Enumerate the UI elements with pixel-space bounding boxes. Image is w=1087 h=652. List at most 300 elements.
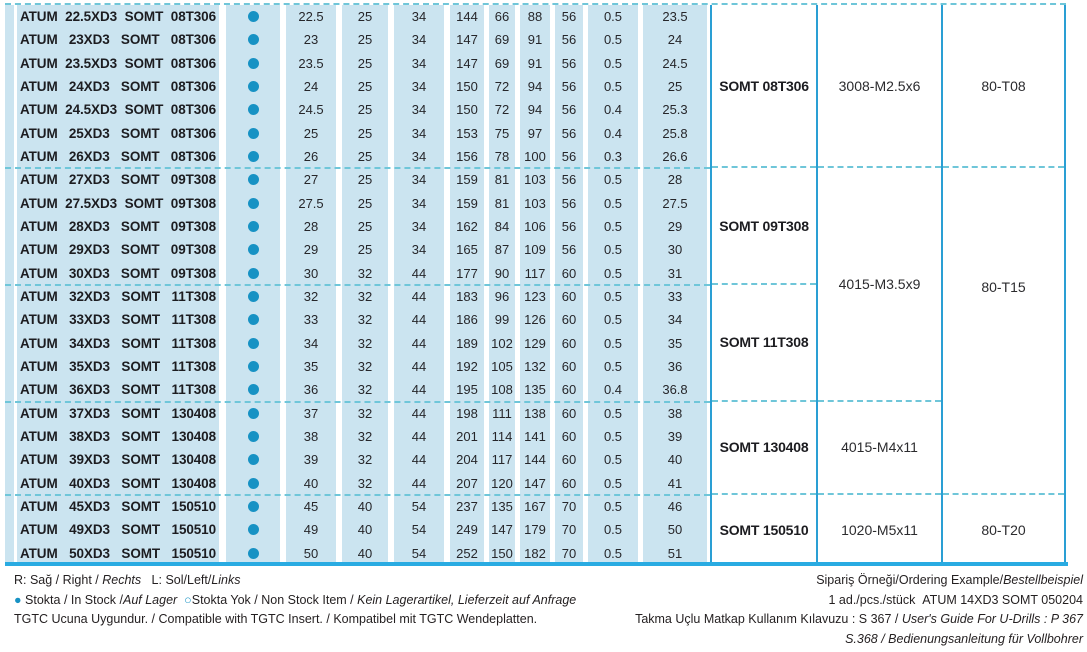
users-guide-line [635, 610, 1083, 630]
value-cell: 69 [494, 55, 510, 71]
value-cell: 60 [561, 312, 577, 328]
value-cell: 44 [411, 452, 427, 468]
row-designation: ATUM 32XD3 SOMT 11T308 [20, 289, 216, 305]
value-cell: 34 [411, 55, 427, 71]
stock-cell [226, 75, 280, 98]
value-cell: 0.5 [603, 32, 623, 48]
footer-text: Rechts [102, 573, 142, 587]
value-cell: 25 [357, 55, 373, 71]
value-cell: 24.5 [298, 102, 324, 118]
stock-cell [226, 5, 280, 28]
value-cell: 0.5 [603, 265, 623, 281]
value-cell: 56 [561, 55, 577, 71]
value-cell: 72 [494, 79, 510, 95]
block-divider [5, 284, 710, 286]
value-cell: 40 [357, 499, 373, 515]
value-cell: 50 [303, 545, 319, 561]
row-designation-cell [17, 518, 219, 541]
stock-cell [226, 332, 280, 355]
value-cell: 147 [456, 55, 478, 71]
value-cell: 54 [411, 522, 427, 538]
row-designation-cell [17, 75, 219, 98]
value-cell: 46 [667, 499, 683, 515]
value-cell: 0.5 [603, 55, 623, 71]
insert-code: SOMT 08T306 [712, 5, 816, 168]
row-designation: ATUM 24XD3 SOMT 08T306 [20, 79, 216, 95]
value-cell: 60 [561, 429, 577, 445]
value-cell: 32 [357, 382, 373, 398]
value-cell: 56 [561, 149, 577, 165]
key-code: 80-T20 [981, 521, 1026, 538]
value-cell: 25 [357, 79, 373, 95]
row-designation: ATUM 23.5XD3 SOMT 08T306 [20, 55, 216, 71]
value-cell: 99 [494, 312, 510, 328]
value-cell: 36 [303, 382, 319, 398]
value-cell: 60 [561, 335, 577, 351]
in-stock-dot-icon [248, 501, 259, 512]
value-cell: 237 [456, 499, 478, 515]
value-cell: 44 [411, 475, 427, 491]
value-cell: 0.4 [603, 102, 623, 118]
value-cell: 51 [667, 545, 683, 561]
footer-text: Stokta Yok / Non Stock Item / [191, 592, 358, 607]
block-divider [5, 401, 710, 403]
value-cell: 56 [561, 9, 577, 25]
row-designation-cell [17, 332, 219, 355]
value-cell: 147 [491, 522, 513, 538]
screw-code: 4015-M3.5x9 [818, 168, 941, 401]
footer-text: Sipariş Örneği/Ordering Example/ [816, 573, 1004, 587]
value-cell: 0.5 [603, 429, 623, 445]
value-cell: 195 [456, 382, 478, 398]
value-cell: 27 [303, 172, 319, 188]
value-cell: 182 [524, 545, 546, 561]
insert-code: SOMT 09T308 [712, 168, 816, 285]
value-cell: 34 [411, 195, 427, 211]
value-cell: 189 [456, 335, 478, 351]
in-stock-dot-icon [248, 454, 259, 465]
row-designation-cell [17, 5, 219, 28]
value-cell: 0.5 [603, 545, 623, 561]
value-cell: 0.5 [603, 79, 623, 95]
value-cell: 75 [494, 125, 510, 141]
value-cell: 97 [527, 125, 543, 141]
row-designation-cell [17, 145, 219, 168]
users-guide-line-de [635, 630, 1083, 650]
value-cell: 44 [411, 335, 427, 351]
row-designation: ATUM 33XD3 SOMT 11T308 [20, 312, 216, 328]
value-cell: 114 [491, 429, 513, 445]
row-designation-cell [17, 52, 219, 75]
in-stock-dot-icon [248, 198, 259, 209]
stock-cell [226, 448, 280, 471]
ordering-example-title [635, 571, 1083, 591]
legend-rl-line [14, 571, 576, 591]
value-cell: 165 [456, 242, 478, 258]
value-cell: 40 [667, 452, 683, 468]
in-stock-dot-icon [248, 408, 259, 419]
value-cell: 34 [303, 335, 319, 351]
value-cell: 56 [561, 32, 577, 48]
row-designation: ATUM 27.5XD3 SOMT 09T308 [20, 195, 216, 211]
key-code: 80-T08 [943, 5, 1064, 168]
value-cell: 60 [561, 452, 577, 468]
value-cell: 44 [411, 405, 427, 421]
value-cell: 25 [357, 242, 373, 258]
value-cell: 204 [456, 452, 478, 468]
value-cell: 29 [667, 219, 683, 235]
block-divider [5, 167, 710, 169]
value-cell: 177 [456, 265, 478, 281]
value-cell: 28 [667, 172, 683, 188]
value-cell: 23.5 [662, 9, 688, 25]
in-stock-dot-icon [248, 244, 259, 255]
footer-text: 1 ad./pcs./stück ATUM 14XD3 SOMT 050204 [828, 592, 1083, 607]
in-stock-dot-icon [248, 268, 259, 279]
row-designation: ATUM 25XD3 SOMT 08T306 [20, 125, 216, 141]
value-cell: 39 [667, 429, 683, 445]
footer-text: User's Guide For U-Drills : P 367 [901, 612, 1083, 626]
stock-cell [226, 238, 280, 261]
in-stock-dot-icon [248, 174, 259, 185]
screw-code: 3008-M2.5x6 [818, 5, 941, 168]
value-cell: 87 [494, 242, 510, 258]
value-cell: 45 [303, 499, 319, 515]
ordering-example-item [635, 591, 1083, 611]
value-cell: 29 [303, 242, 319, 258]
value-cell: 27.5 [662, 195, 688, 211]
value-cell: 252 [456, 545, 478, 561]
row-designation-cell [17, 285, 219, 308]
value-cell: 198 [456, 405, 478, 421]
value-cell: 40 [303, 475, 319, 491]
insert-code: SOMT 130408 [712, 402, 816, 495]
value-cell: 94 [527, 79, 543, 95]
row-designation-cell [17, 238, 219, 261]
value-cell: 25 [357, 32, 373, 48]
row-designation: ATUM 24.5XD3 SOMT 08T306 [20, 102, 216, 118]
value-cell: 27.5 [298, 195, 324, 211]
legend-stock-line [14, 591, 576, 611]
row-designation: ATUM 27XD3 SOMT 09T308 [20, 172, 216, 188]
row-designation-cell [17, 495, 219, 518]
value-cell: 90 [494, 265, 510, 281]
row-designation: ATUM 29XD3 SOMT 09T308 [20, 242, 216, 258]
value-cell: 0.5 [603, 312, 623, 328]
value-cell: 96 [494, 289, 510, 305]
value-cell: 25 [357, 219, 373, 235]
value-cell: 35 [303, 359, 319, 375]
value-cell: 60 [561, 359, 577, 375]
value-cell: 179 [524, 522, 546, 538]
value-cell: 24 [667, 32, 683, 48]
value-cell: 26 [303, 149, 319, 165]
value-cell: 147 [524, 475, 546, 491]
value-cell: 34 [411, 219, 427, 235]
value-cell: 0.5 [603, 452, 623, 468]
value-cell: 44 [411, 265, 427, 281]
row-designation-cell [17, 308, 219, 331]
row-designation-cell [17, 122, 219, 145]
value-cell: 30 [667, 242, 683, 258]
stock-cell [226, 472, 280, 495]
in-stock-dot-icon [248, 431, 259, 442]
row-designation-cell [17, 355, 219, 378]
value-cell: 60 [561, 265, 577, 281]
value-cell: 186 [456, 312, 478, 328]
value-cell: 40 [357, 522, 373, 538]
value-cell: 44 [411, 312, 427, 328]
value-cell: 183 [456, 289, 478, 305]
value-cell: 106 [524, 219, 546, 235]
value-cell: 91 [527, 32, 543, 48]
value-cell: 22.5 [298, 9, 324, 25]
footer-text: Links [211, 573, 241, 587]
value-cell: 147 [456, 32, 478, 48]
value-cell: 32 [357, 312, 373, 328]
in-stock-dot-icon [248, 81, 259, 92]
value-cell: 24.5 [662, 55, 688, 71]
value-cell: 201 [456, 429, 478, 445]
value-cell: 66 [494, 9, 510, 25]
row-designation: ATUM 30XD3 SOMT 09T308 [20, 265, 216, 281]
value-cell: 88 [527, 9, 543, 25]
value-cell: 0.5 [603, 195, 623, 211]
value-cell: 56 [561, 242, 577, 258]
value-cell: 56 [561, 102, 577, 118]
stock-cell [226, 145, 280, 168]
panel-column-key [941, 5, 1066, 565]
stock-cell [226, 308, 280, 331]
in-stock-dot-icon [248, 128, 259, 139]
value-cell: 207 [456, 475, 478, 491]
value-cell: 138 [524, 405, 546, 421]
footer-text: Auf Lager [123, 592, 178, 607]
legend-block [14, 571, 576, 630]
ordering-info-block [635, 571, 1083, 649]
row-designation: ATUM 45XD3 SOMT 150510 [20, 499, 216, 515]
value-cell: 44 [411, 359, 427, 375]
value-cell: 25 [357, 149, 373, 165]
value-cell: 36.8 [662, 382, 688, 398]
value-cell: 129 [524, 335, 546, 351]
footer-text: R: Sağ / Right / [14, 573, 103, 587]
value-cell: 91 [527, 55, 543, 71]
footer-text: Stokta / In Stock / [25, 592, 123, 607]
value-cell: 33 [667, 289, 683, 305]
footer-text: Takma Uçlu Matkap Kullanım Kılavuzu : S 367 / [635, 612, 902, 626]
value-cell: 32 [357, 475, 373, 491]
value-cell: 117 [491, 452, 513, 468]
value-cell: 132 [524, 359, 546, 375]
value-cell: 56 [561, 172, 577, 188]
row-designation: ATUM 35XD3 SOMT 11T308 [20, 359, 216, 375]
value-cell: 117 [524, 265, 546, 281]
row-designation: ATUM 23XD3 SOMT 08T306 [20, 32, 216, 48]
value-cell: 25 [303, 125, 319, 141]
value-cell: 34 [411, 149, 427, 165]
stock-cell [226, 168, 280, 191]
panel-column-screw [816, 5, 941, 565]
value-cell: 25 [357, 102, 373, 118]
value-cell: 34 [667, 312, 683, 328]
value-cell: 192 [456, 359, 478, 375]
value-cell: 150 [456, 79, 478, 95]
footer-text: Bestellbeispiel [1003, 573, 1083, 587]
row-designation: ATUM 40XD3 SOMT 130408 [20, 475, 216, 491]
value-cell: 25 [357, 9, 373, 25]
legend-tgtc-line [14, 610, 576, 630]
value-cell: 56 [561, 125, 577, 141]
row-designation: ATUM 28XD3 SOMT 09T308 [20, 219, 216, 235]
value-cell: 156 [456, 149, 478, 165]
stock-cell [226, 52, 280, 75]
in-stock-dot-icon [248, 291, 259, 302]
value-cell: 0.5 [603, 9, 623, 25]
row-designation-cell [17, 425, 219, 448]
value-cell: 103 [524, 195, 546, 211]
value-cell: 159 [456, 172, 478, 188]
value-cell: 0.5 [603, 475, 623, 491]
value-cell: 34 [411, 125, 427, 141]
row-designation: ATUM 22.5XD3 SOMT 08T306 [20, 9, 216, 25]
value-cell: 25 [667, 79, 683, 95]
in-stock-dot-icon [248, 58, 259, 69]
value-cell: 32 [357, 289, 373, 305]
value-cell: 32 [357, 429, 373, 445]
stock-cell [226, 28, 280, 51]
value-cell: 24 [303, 79, 319, 95]
stock-cell [226, 122, 280, 145]
value-cell: 109 [524, 242, 546, 258]
footer-text: L: Sol/Left/ [141, 573, 212, 587]
value-cell: 78 [494, 149, 510, 165]
value-cell: 34 [411, 102, 427, 118]
stock-cell [226, 402, 280, 425]
value-cell: 25 [357, 195, 373, 211]
value-cell: 81 [494, 172, 510, 188]
footer-text: TGTC Ucuna Uygundur. / Compatible with TGTC Insert. / Kompatibel mit TGTC Wendeplatten. [14, 612, 538, 626]
value-cell: 35 [667, 335, 683, 351]
value-cell: 34 [411, 9, 427, 25]
value-cell: 44 [411, 429, 427, 445]
value-cell: 40 [357, 545, 373, 561]
value-cell: 25 [357, 125, 373, 141]
value-cell: 32 [303, 289, 319, 305]
value-cell: 0.5 [603, 499, 623, 515]
value-cell: 60 [561, 405, 577, 421]
value-cell: 70 [561, 545, 577, 561]
stock-cell [226, 285, 280, 308]
value-cell: 33 [303, 312, 319, 328]
value-cell: 38 [667, 405, 683, 421]
stock-cell [226, 378, 280, 401]
in-stock-dot-icon [248, 384, 259, 395]
value-cell: 34 [411, 32, 427, 48]
value-cell: 34 [411, 172, 427, 188]
value-cell: 25.8 [662, 125, 688, 141]
stock-legend-icon: ○ [184, 592, 192, 607]
row-designation: ATUM 49XD3 SOMT 150510 [20, 522, 216, 538]
in-stock-dot-icon [248, 314, 259, 325]
value-cell: 105 [491, 359, 513, 375]
value-cell: 50 [667, 522, 683, 538]
value-cell: 23 [303, 32, 319, 48]
value-cell: 32 [357, 335, 373, 351]
insert-code: SOMT 11T308 [712, 285, 816, 402]
stock-cell [226, 518, 280, 541]
row-designation: ATUM 39XD3 SOMT 130408 [20, 452, 216, 468]
row-designation-cell [17, 402, 219, 425]
row-designation: ATUM 26XD3 SOMT 08T306 [20, 149, 216, 165]
value-cell: 100 [524, 149, 546, 165]
row-designation-cell [17, 262, 219, 285]
value-cell: 94 [527, 102, 543, 118]
insert-screw-key-panel [710, 5, 1066, 565]
value-cell: 120 [491, 475, 513, 491]
value-cell: 0.5 [603, 359, 623, 375]
value-cell: 30 [303, 265, 319, 281]
value-cell: 41 [667, 475, 683, 491]
row-designation-cell [17, 98, 219, 121]
footer-text: Kein Lagerartikel, Lieferzeit auf Anfrage [357, 592, 577, 607]
value-cell: 38 [303, 429, 319, 445]
value-cell: 0.4 [603, 125, 623, 141]
stock-cell [226, 215, 280, 238]
table-bottom-rule [5, 562, 1068, 566]
in-stock-dot-icon [248, 524, 259, 535]
value-cell: 0.5 [603, 242, 623, 258]
value-cell: 28 [303, 219, 319, 235]
in-stock-dot-icon [248, 478, 259, 489]
value-cell: 81 [494, 195, 510, 211]
row-designation-cell [17, 192, 219, 215]
row-designation-cell [17, 378, 219, 401]
panel-column-insert [710, 5, 816, 565]
value-cell: 108 [491, 382, 513, 398]
row-designation-cell [17, 215, 219, 238]
value-cell: 0.5 [603, 335, 623, 351]
value-cell: 54 [411, 499, 427, 515]
value-cell: 72 [494, 102, 510, 118]
value-cell: 70 [561, 522, 577, 538]
value-cell: 70 [561, 499, 577, 515]
value-cell: 0.4 [603, 382, 623, 398]
key-code: 80-T15 [943, 168, 1064, 495]
value-cell: 23.5 [298, 55, 324, 71]
in-stock-dot-icon [248, 151, 259, 162]
stock-cell [226, 192, 280, 215]
footer-text: S.368 / Bedienungsanleitung für Vollbohrer [845, 631, 1083, 646]
value-cell: 60 [561, 475, 577, 491]
value-cell: 37 [303, 405, 319, 421]
stock-legend-icon: ● [14, 592, 26, 607]
value-cell: 25 [357, 172, 373, 188]
value-cell: 49 [303, 522, 319, 538]
value-cell: 34 [411, 242, 427, 258]
value-cell: 56 [561, 195, 577, 211]
value-cell: 54 [411, 545, 427, 561]
value-cell: 249 [456, 522, 478, 538]
value-cell: 32 [357, 265, 373, 281]
value-cell: 126 [524, 312, 546, 328]
value-cell: 150 [456, 102, 478, 118]
value-cell: 25.3 [662, 102, 688, 118]
value-cell: 103 [524, 172, 546, 188]
value-cell: 0.5 [603, 522, 623, 538]
insert-code: SOMT 150510 [719, 521, 809, 538]
block-divider [5, 494, 710, 496]
